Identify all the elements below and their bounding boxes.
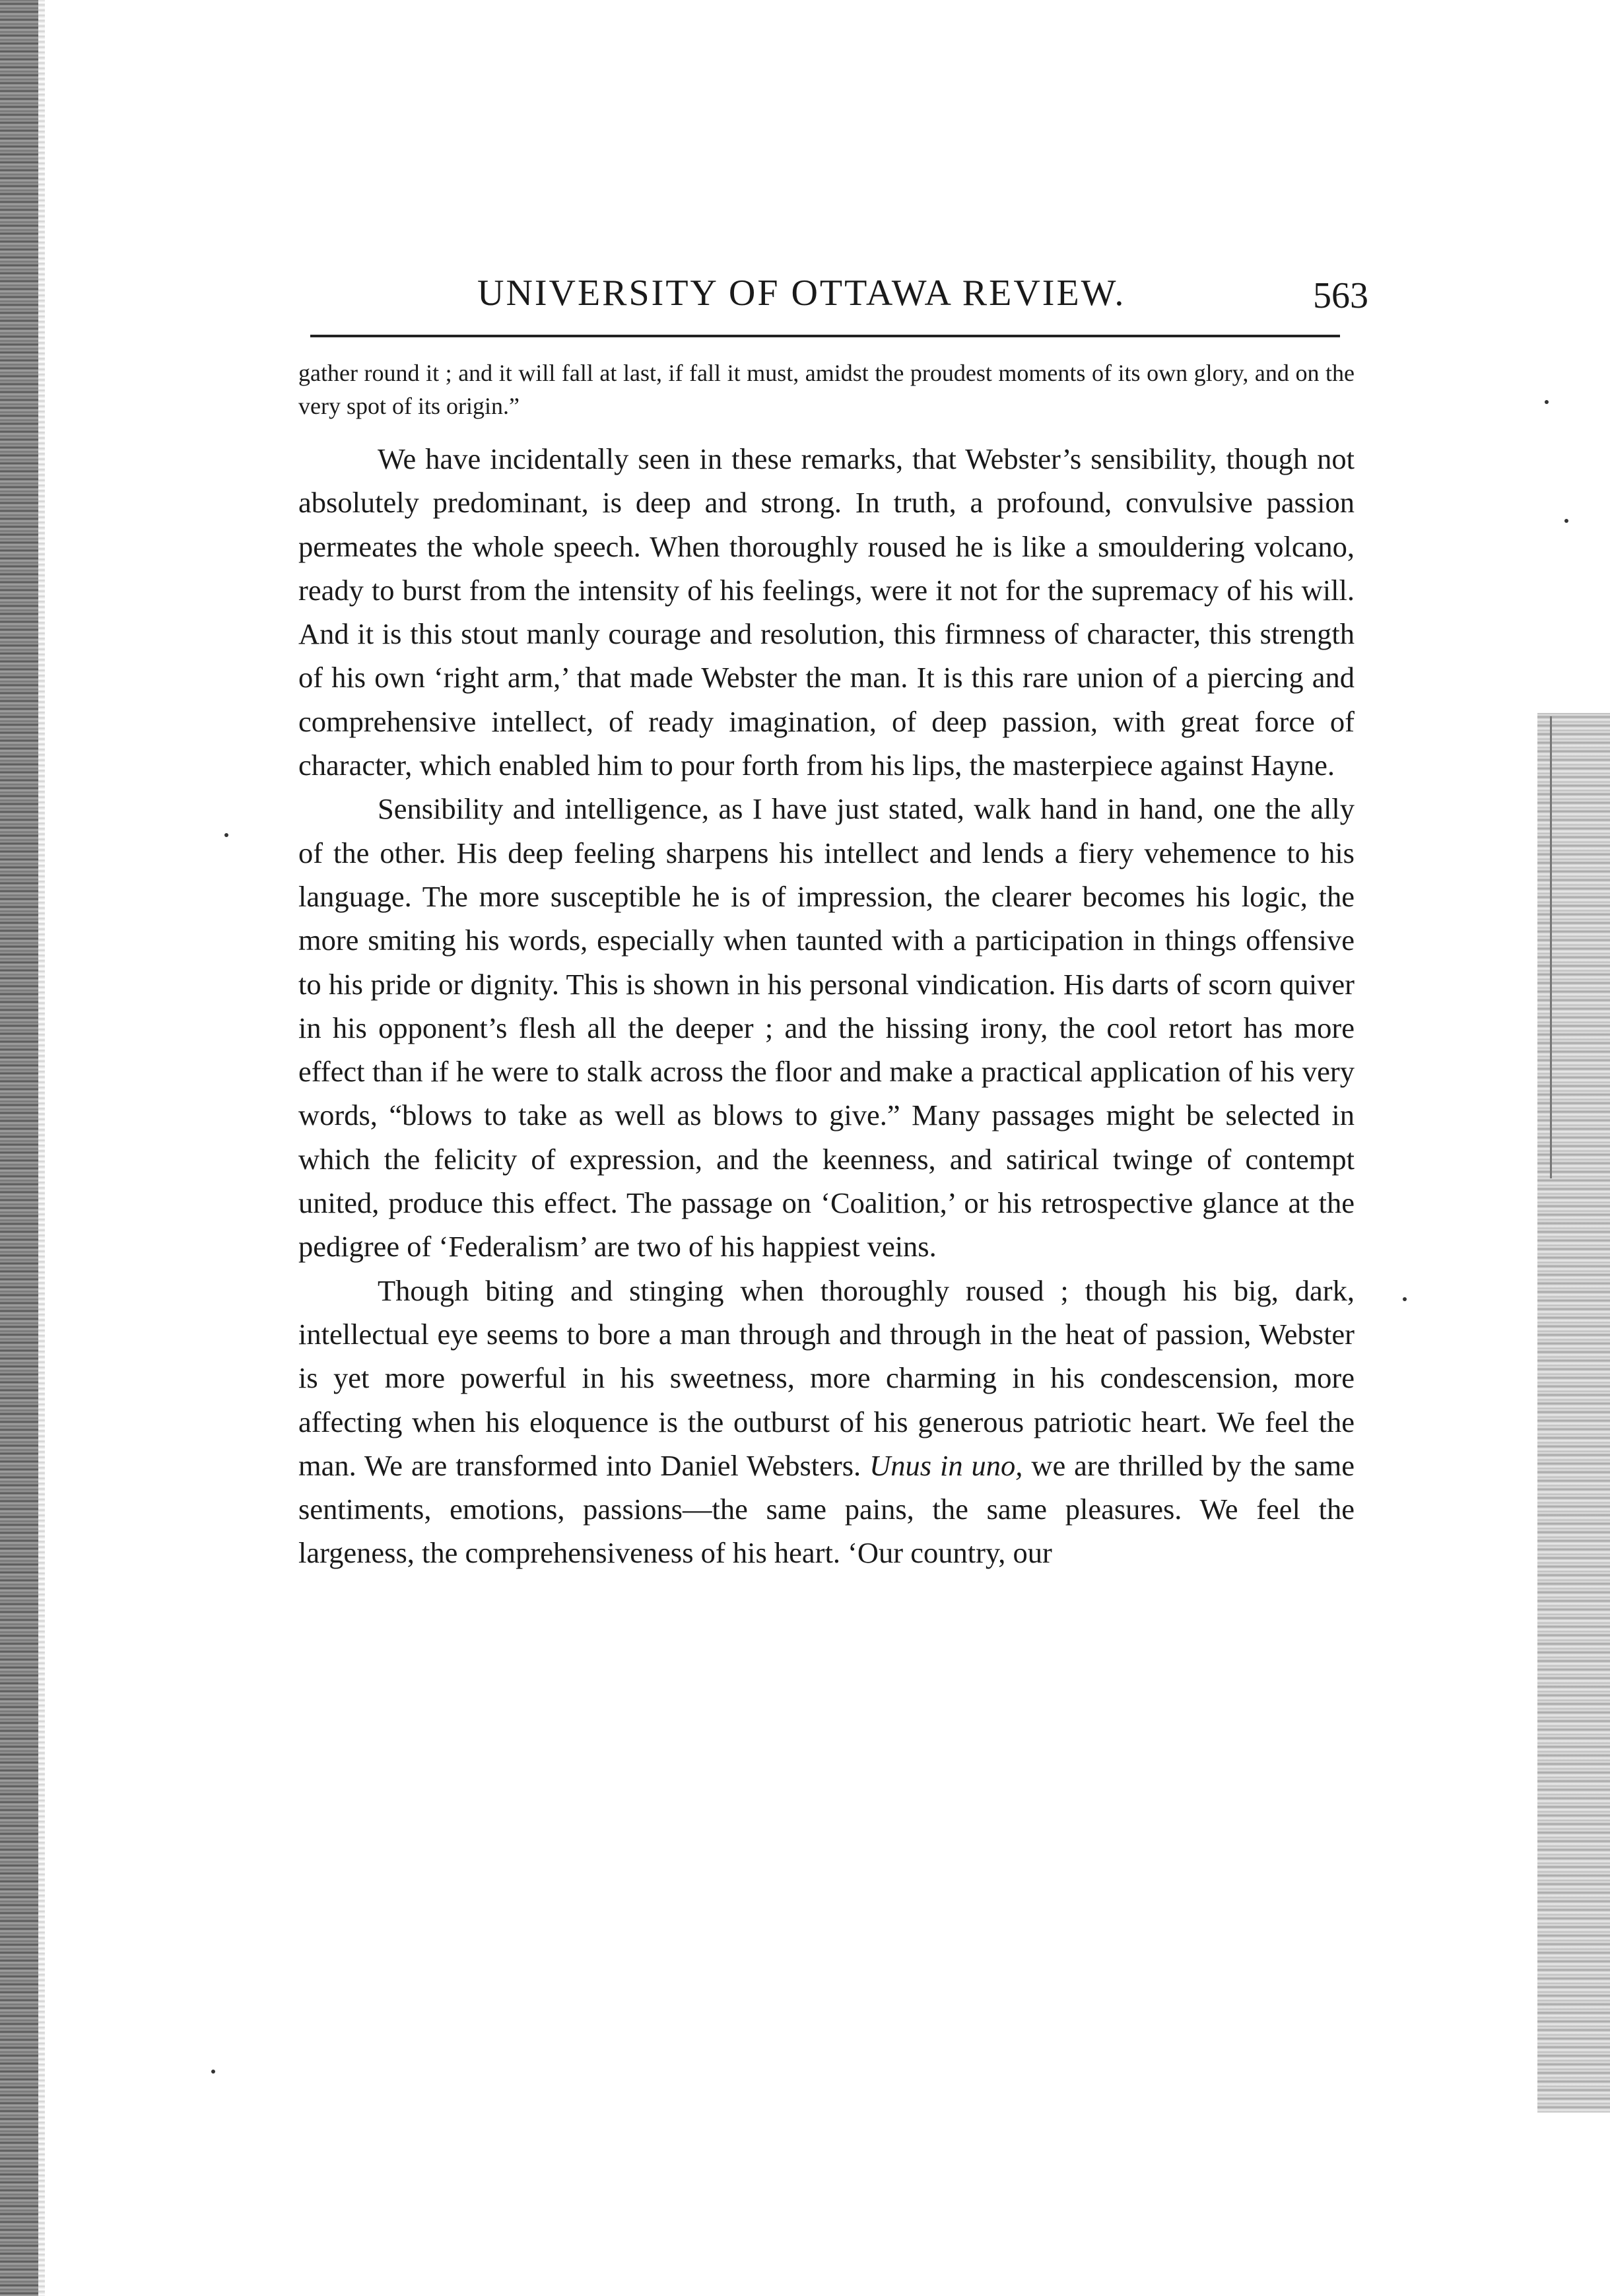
body-text bbox=[298, 356, 1355, 1575]
scan-binding-edge-right bbox=[1537, 713, 1610, 2112]
scan-binding-edge-left bbox=[0, 0, 38, 2296]
paragraph-text-before-italic: Though biting and stinging when thoroughly roused ; though his big, dark, intellectual eye seems to bore a man through and through in the heat of passion, Webster is yet more powerful in his sweetness, more charming in his condescension, more affecting when his eloquence is the outburst of his generous patriotic heart. We feel the man. We are transformed into Daniel Websters. bbox=[298, 1273, 1355, 1482]
scan-speck bbox=[224, 833, 228, 837]
scan-speck bbox=[211, 2070, 215, 2074]
page-number: 563 bbox=[1313, 275, 1368, 316]
paragraph-sensibility: We have incidentally seen in these remarks, that Webster’s sensibility, though not absolutely predominant, is deep and strong. In truth, a profound, convulsive passion permeates the whole speech. When thoroughly roused he is like a smouldering volcano, ready to burst from the intensity of his feelings, were it not for the supremacy of his will. And it is this stout manly courage and resolution, this firmness of character, this strength of his own ‘right arm,’ that made Webster the man. It is this rare union of a piercing and comprehensive intellect, of ready imagination, of deep passion, with great force of character, which enabled him to pour forth from his lips, the masterpiece against Hayne. bbox=[298, 442, 1355, 782]
scan-speck bbox=[1403, 1297, 1407, 1301]
paragraph-intelligence: Sensibility and intelligence, as I have just stated, walk hand in hand, one the ally of the other. His deep feeling sharpens his intellect and lends a fiery vehemence to his language. The more susceptible he is of impression, the clearer becomes his logic, the more smiting his words, especially when taunted with a participation in things offensive to his pride or dignity. This is shown in his personal vindication. His darts of scorn quiver in his opponent’s flesh all the deeper ; and the hissing irony, the cool retort has more effect than if he were to stalk across the floor and make a practical application of his very words, “blows to take as well as blows to give.” Many passages might be selected in which the felicity of expression, and the keenness, and satirical twinge of contempt united, produce this effect. The passage on ‘Coalition,’ or his retrospective glance at the pedigree of ‘Federalism’ are two of his happiest veins. bbox=[298, 792, 1355, 1264]
running-title: UNIVERSITY OF OTTAWA REVIEW. bbox=[477, 273, 1126, 314]
paragraph-sweetness bbox=[298, 1269, 1355, 1575]
latin-phrase: Unus in uno, bbox=[869, 1448, 1023, 1482]
scan-speck bbox=[1564, 519, 1568, 523]
quotation-continuation: gather round it ; and it will fall at last, if fall it must, amidst the proudest moments of its own glory, and on the very spot of its origin.” bbox=[298, 360, 1355, 419]
paragraph-text-after-italic: we are thrilled by the same sentiments, emotions, passions—the same pains, the same pleasures. We feel the largeness, the comprehensiveness of his heart. ‘Our country, our bbox=[298, 1448, 1355, 1570]
page-header bbox=[309, 272, 1368, 325]
header-rule bbox=[310, 335, 1340, 337]
scan-speck bbox=[1545, 400, 1549, 404]
scan-edge-line bbox=[1550, 716, 1552, 1178]
